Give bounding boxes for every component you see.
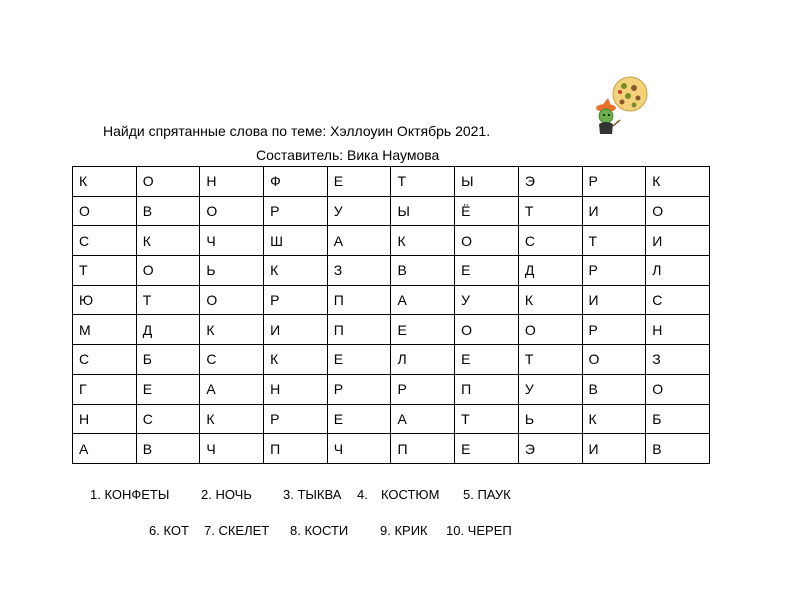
grid-cell: Е: [327, 345, 391, 375]
grid-cell: К: [646, 167, 710, 197]
word-item: 7. СКЕЛЕТ: [204, 523, 270, 538]
grid-cell: Е: [327, 167, 391, 197]
grid-cell: К: [73, 167, 137, 197]
grid-cell: А: [73, 434, 137, 464]
grid-cell: К: [264, 345, 328, 375]
word-item: 5. ПАУК: [463, 487, 511, 502]
grid-cell: К: [136, 226, 200, 256]
grid-cell: Б: [136, 345, 200, 375]
grid-cell: Ю: [73, 285, 137, 315]
grid-cell: У: [455, 285, 519, 315]
word-item: 1. КОНФЕТЫ: [90, 487, 170, 502]
grid-cell: К: [200, 404, 264, 434]
grid-cell: Е: [455, 345, 519, 375]
grid-cell: Ь: [200, 256, 264, 286]
word-item: 10. ЧЕРЕП: [446, 523, 512, 538]
grid-cell: Ы: [455, 167, 519, 197]
grid-cell: Т: [518, 345, 582, 375]
grid-cell: Р: [264, 404, 328, 434]
grid-row: [73, 285, 710, 315]
grid-cell: Л: [646, 256, 710, 286]
grid-cell: Р: [264, 196, 328, 226]
word-item: 6. КОТ: [149, 523, 189, 538]
grid-cell: О: [518, 315, 582, 345]
word-item: 9. КРИК: [380, 523, 428, 538]
grid-cell: О: [200, 285, 264, 315]
grid-row: [73, 404, 710, 434]
word-item: 2. НОЧЬ: [201, 487, 252, 502]
grid-cell: Е: [455, 256, 519, 286]
grid-cell: Г: [73, 374, 137, 404]
grid-cell: А: [391, 404, 455, 434]
grid-cell: И: [264, 315, 328, 345]
word-item: 8. КОСТИ: [290, 523, 349, 538]
grid-cell: Э: [518, 434, 582, 464]
grid-cell: Е: [136, 374, 200, 404]
grid-cell: П: [327, 315, 391, 345]
grid-cell: Н: [200, 167, 264, 197]
grid-cell: И: [582, 196, 646, 226]
grid-cell: К: [518, 285, 582, 315]
grid-cell: П: [391, 434, 455, 464]
grid-cell: Р: [582, 256, 646, 286]
grid-cell: Н: [646, 315, 710, 345]
word-item: 3. ТЫКВА: [283, 487, 342, 502]
grid-cell: Ч: [200, 226, 264, 256]
grid-cell: Ё: [455, 196, 519, 226]
grid-cell: Ш: [264, 226, 328, 256]
grid-row: [73, 167, 710, 197]
witch-pizza-icon: [584, 72, 650, 138]
grid-cell: Ф: [264, 167, 328, 197]
grid-cell: Д: [136, 315, 200, 345]
grid-cell: К: [582, 404, 646, 434]
grid-cell: С: [73, 226, 137, 256]
grid-cell: О: [200, 196, 264, 226]
grid-cell: Б: [646, 404, 710, 434]
grid-cell: Р: [582, 167, 646, 197]
grid-cell: Т: [391, 167, 455, 197]
grid-row: [73, 256, 710, 286]
grid-cell: С: [646, 285, 710, 315]
grid-row: [73, 345, 710, 375]
grid-cell: Ч: [327, 434, 391, 464]
grid-cell: А: [391, 285, 455, 315]
grid-cell: С: [518, 226, 582, 256]
grid-cell: О: [455, 315, 519, 345]
grid-cell: Р: [327, 374, 391, 404]
grid-cell: О: [136, 167, 200, 197]
grid-cell: С: [73, 345, 137, 375]
grid-cell: У: [518, 374, 582, 404]
grid-cell: Ы: [391, 196, 455, 226]
grid-row: [73, 196, 710, 226]
grid-cell: О: [646, 374, 710, 404]
grid-cell: В: [136, 434, 200, 464]
grid-cell: И: [582, 285, 646, 315]
word-item: 4.: [357, 487, 368, 502]
grid-cell: Л: [391, 345, 455, 375]
grid-row: [73, 315, 710, 345]
grid-cell: Т: [136, 285, 200, 315]
grid-cell: А: [327, 226, 391, 256]
grid-cell: П: [455, 374, 519, 404]
grid-cell: О: [455, 226, 519, 256]
grid-cell: В: [136, 196, 200, 226]
grid-cell: О: [582, 345, 646, 375]
grid-cell: Е: [327, 404, 391, 434]
grid-row: [73, 226, 710, 256]
grid-cell: А: [200, 374, 264, 404]
grid-cell: У: [327, 196, 391, 226]
grid-cell: И: [646, 226, 710, 256]
grid-cell: В: [391, 256, 455, 286]
grid-cell: Т: [455, 404, 519, 434]
grid-cell: Н: [73, 404, 137, 434]
grid-cell: М: [73, 315, 137, 345]
grid-cell: О: [646, 196, 710, 226]
grid-cell: О: [73, 196, 137, 226]
grid-cell: Р: [391, 374, 455, 404]
grid-cell: П: [327, 285, 391, 315]
grid-cell: К: [264, 256, 328, 286]
grid-cell: Э: [518, 167, 582, 197]
grid-cell: С: [200, 345, 264, 375]
grid-cell: Н: [264, 374, 328, 404]
grid-cell: Р: [582, 315, 646, 345]
grid-cell: Ч: [200, 434, 264, 464]
word-search-grid: [72, 166, 710, 464]
grid-cell: И: [582, 434, 646, 464]
grid-cell: К: [200, 315, 264, 345]
word-item: КОСТЮМ: [381, 487, 440, 502]
grid-cell: Е: [455, 434, 519, 464]
grid-cell: Р: [264, 285, 328, 315]
grid-cell: К: [391, 226, 455, 256]
grid-cell: Ь: [518, 404, 582, 434]
page-title: Найди спрятанные слова по теме: Хэллоуин Октябрь 2021.: [103, 123, 491, 139]
grid-row: [73, 374, 710, 404]
grid-cell: Т: [73, 256, 137, 286]
grid-cell: В: [582, 374, 646, 404]
grid-cell: Т: [582, 226, 646, 256]
grid-cell: О: [136, 256, 200, 286]
grid-row: [73, 434, 710, 464]
grid-cell: В: [646, 434, 710, 464]
grid-cell: Т: [518, 196, 582, 226]
grid-cell: З: [327, 256, 391, 286]
grid-cell: З: [646, 345, 710, 375]
grid-cell: П: [264, 434, 328, 464]
grid-cell: Д: [518, 256, 582, 286]
grid-cell: С: [136, 404, 200, 434]
grid-cell: Е: [391, 315, 455, 345]
author-line: Составитель: Вика Наумова: [256, 147, 440, 163]
